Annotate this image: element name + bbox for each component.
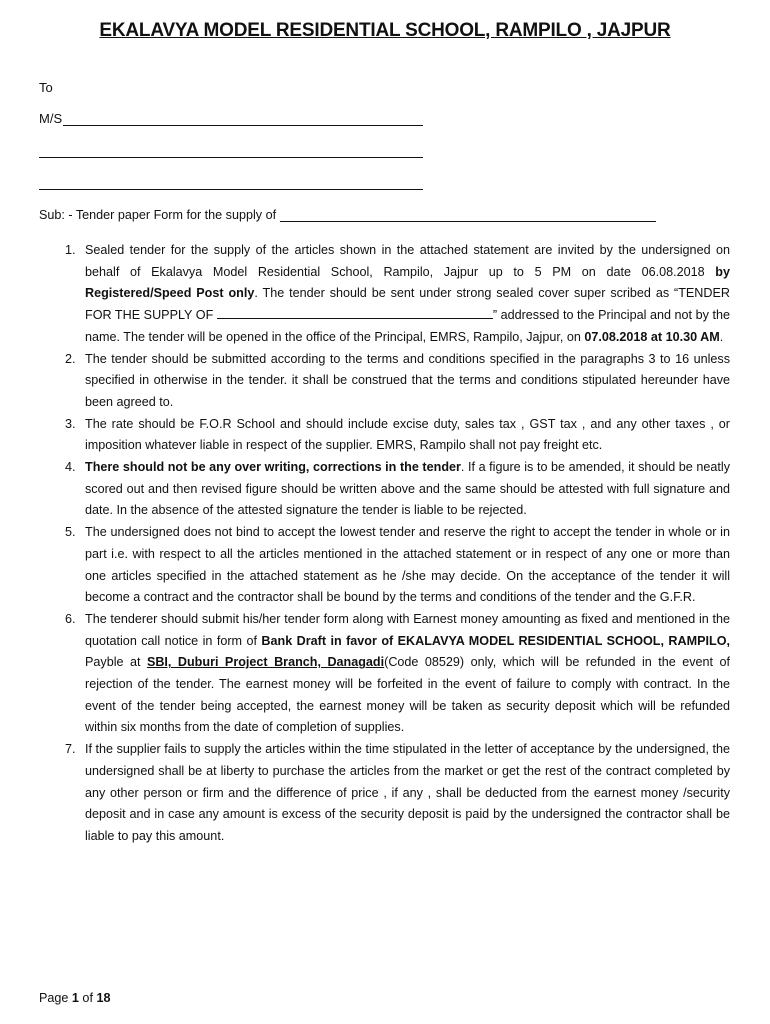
- list-item: [39, 739, 730, 848]
- supply-blank-line: [217, 306, 493, 319]
- address-blank-line-2: [39, 189, 423, 190]
- item-text: The tender should be submitted according to the terms and conditions specified in the paragraphs 3 to 16 unless specified in otherwise in the tender. it shall be construed that the terms and conditions stipulated hereunder have been agreed to.: [85, 351, 730, 409]
- item-text: If the supplier fails to supply the articles within the time stipulated in the letter of acceptance by the undersigned, the undersigned shall be at liberty to purchase the articles from the market or get the rest of the contract completed by any other person or firm and the difference of price , if any , shall be deducted from the earnest money /security deposit and in case any amount is excess of the security deposit is paid by the undersigned the contractor shall be liable to pay this amount.: [85, 742, 730, 843]
- item-number: 1.: [65, 243, 76, 257]
- item-number: 2.: [65, 351, 76, 366]
- ms-blank-line: [63, 111, 423, 126]
- subject-row: [39, 207, 656, 222]
- ms-row: [39, 111, 423, 126]
- item-text: The rate should be F.O.R School and should include excise duty, sales tax , GST tax , and any other taxes , or imposition whatever liable in respect of the supplier. EMRS, Rampilo shall not pay freight etc.: [85, 416, 730, 453]
- list-item: [39, 457, 730, 522]
- item-number: 7.: [65, 742, 76, 757]
- page-number: 1: [71, 991, 79, 1005]
- subject-blank-line: [280, 207, 656, 222]
- page-total: 18: [96, 991, 111, 1005]
- terms-list: [39, 240, 730, 848]
- page-footer: [39, 991, 110, 1005]
- page-word: Page: [39, 991, 72, 1005]
- list-item: [39, 349, 730, 414]
- item-number: 4.: [65, 460, 76, 475]
- item-text: The tenderer should submit his/her tender form along with Earnest money amounting as fixed and mentioned in the quotation call notice in form of Bank Draft in favor of EKALAVYA MODEL RESIDENTIAL SCHOOL, RAMPILO, Payble at SBI, Duburi Project Branch, Danagadi(Code 08529) only, which will be refunded in the event of rejection of the tender. The earnest money will be forfeited in the event of failure to comply with contract. In the event of the tender being accepted, the earnest money will be taken as security deposit which will be refunded within six months from the date of completion of supplies.: [85, 611, 731, 735]
- list-item: [39, 522, 730, 609]
- address-blank-line-1: [39, 157, 423, 158]
- item-number: 5.: [65, 525, 76, 540]
- item-number: 3.: [65, 416, 76, 431]
- subject-label: Sub: - Tender paper Form for the supply of: [39, 208, 277, 222]
- list-item: [39, 414, 730, 457]
- to-label: To: [39, 80, 53, 95]
- list-item: [39, 609, 730, 739]
- ms-label: M/S: [39, 111, 63, 126]
- item-text: Sealed tender for the supply of the articles shown in the attached statement are invited by the undersigned on behalf of Ekalavya Model Residential School, Rampilo, Jajpur up to 5 PM on date 06.08.2018 by Registered/Speed Post only. The tender should be sent under strong sealed cover super scribed as “TENDER FOR THE SUPPLY OF ” addressed to the Principal and not by the name. The tender will be opened in the office of the Principal, EMRS, Rampilo, Jajpur, on 07.08.2018 at 10.30 AM.: [85, 243, 730, 344]
- of-word: of: [78, 991, 97, 1005]
- list-item: [39, 240, 730, 349]
- item-number: 6.: [65, 611, 76, 626]
- item-text: There should not be any over writing, corrections in the tender. If a figure is to be amended, it should be neatly scored out and then revised figure should be written above and the same should be attested with full signature and date. In the absence of the attested signature the tender is liable to be rejected.: [85, 460, 730, 518]
- item-text: The undersigned does not bind to accept the lowest tender and reserve the right to accept the tender in whole or in part i.e. with respect to all the articles mentioned in the attached statement or in respect of any one or more than one articles specified in the attached statement as he /she may decide. On the acceptance of the tender it will become a contract and the contractor shall be bound by the terms and conditions of the tender and the G.F.R.: [85, 525, 730, 605]
- document-title: EKALAVYA MODEL RESIDENTIAL SCHOOL, RAMPILO , JAJPUR: [99, 20, 671, 41]
